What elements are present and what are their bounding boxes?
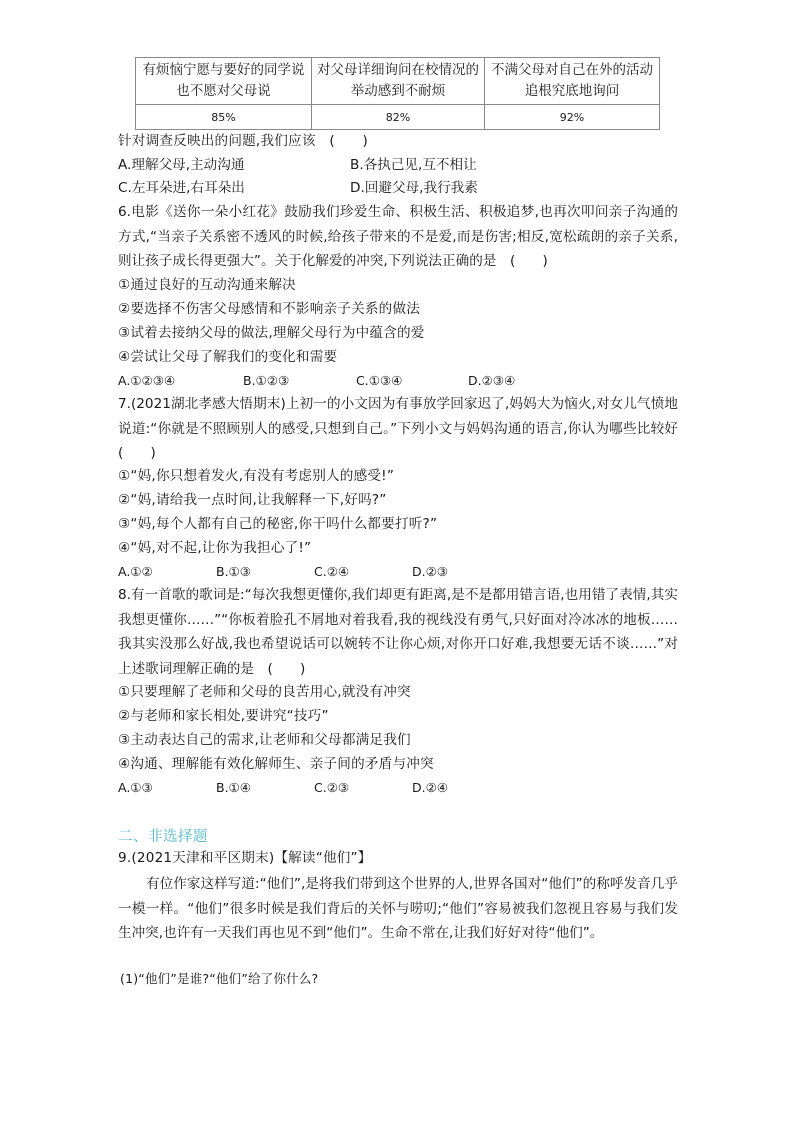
option-a: A.理解父母,主动沟通	[118, 157, 245, 173]
list-item: ②与老师和家长相处,要讲究“技巧”	[118, 708, 329, 724]
option-c: C.②③	[314, 780, 350, 795]
table-header-cell: 不满父母对自己在外的活动追根究底地询问	[485, 58, 660, 105]
table-header-cell: 对父母详细询问在校情况的举动感到不耐烦	[312, 58, 485, 105]
table-cell: 85%	[136, 105, 312, 130]
list-item: ③主动表达自己的需求,让老师和父母都满足我们	[118, 732, 411, 748]
option-c: C.左耳朵进,右耳朵出	[118, 180, 245, 196]
table-cell: 82%	[312, 105, 485, 130]
option-b: B.各执己见,互不相让	[350, 157, 477, 173]
question-stem: 8.有一首歌的歌词是:“每次我想更懂你,我们却更有距离,是不是都用错言语,也用错了表情,其实我想更懂你……”“你板着脸孔不屑地对着我看,我的视线没有勇气,只好面对冷冰冰的地板……我其实没那么好战,我也希望说话可以婉转不让你心烦,对你开口好难,我想要无话不谈……”对上述歌词理解正确的是 ( )	[118, 587, 678, 677]
question-stem: 针对调查反映出的问题,我们应该 ( )	[118, 133, 369, 149]
option-b: B.①②③	[243, 373, 290, 388]
option-b: B.①④	[216, 780, 251, 795]
option-b: B.①③	[216, 564, 251, 579]
survey-table	[135, 57, 660, 130]
list-item: ②要选择不伤害父母感情和不影响亲子关系的做法	[118, 301, 421, 317]
option-d: D.回避父母,我行我素	[350, 180, 478, 196]
list-item: ②“妈,请给我一点时间,让我解释一下,好吗?”	[118, 492, 387, 508]
section-heading: 二、非选择题	[118, 829, 208, 845]
option-a: A.①②③④	[118, 373, 176, 388]
option-a: A.①②	[118, 564, 153, 579]
option-d: D.②③④	[468, 373, 516, 388]
option-d: D.②④	[412, 780, 449, 795]
option-c: C.②④	[314, 564, 350, 579]
sub-question: (1)“他们”是谁?“他们”给了你什么?	[120, 971, 319, 986]
list-item: ④“妈,对不起,让你为我担心了!”	[118, 540, 312, 556]
table-cell: 92%	[485, 105, 660, 130]
option-c: C.①③④	[356, 373, 403, 388]
question-title: 9.(2021天津和平区期末)【解读“他们”】	[118, 850, 372, 866]
list-item: ④尝试让父母了解我们的变化和需要	[118, 349, 338, 365]
question-stem: 7.(2021湖北孝感大悟期末)上初一的小文因为有事放学回家迟了,妈妈大为恼火,对女儿气愤地说道:“你就是不照顾别人的感受,只想到自己。”下列小文与妈妈沟通的语言,你认为哪些比较好 ( )	[118, 396, 692, 461]
option-a: A.①③	[118, 780, 153, 795]
passage-text: 有位作家这样写道:“他们”,是将我们带到这个世界的人,世界各国对“他们”的称呼发音几乎一模一样。“他们”很多时候是我们背后的关怀与唠叨;“他们”容易被我们忽视且容易与我们发生冲突,也许有一天我们再也见不到“他们”。生命不常在,让我们好好对待“他们”。	[118, 876, 678, 941]
table-row	[136, 105, 660, 130]
list-item: ③“妈,每个人都有自己的秘密,你干吗什么都要打听?”	[118, 516, 438, 532]
list-item: ③试着去接纳父母的做法,理解父母行为中蕴含的爱	[118, 325, 425, 341]
list-item: ①“妈,你只想着发火,有没有考虑别人的感受!”	[118, 468, 395, 484]
table-header-cell: 有烦恼宁愿与要好的同学说也不愿对父母说	[136, 58, 312, 105]
table-header-row	[136, 58, 660, 105]
list-item: ①只要理解了老师和父母的良苦用心,就没有冲突	[118, 684, 411, 700]
list-item: ④沟通、理解能有效化解师生、亲子间的矛盾与冲突	[118, 756, 434, 772]
list-item: ①通过良好的互动沟通来解决	[118, 277, 296, 293]
option-d: D.②③	[412, 564, 449, 579]
question-stem: 6.电影《送你一朵小红花》鼓励我们珍爱生命、积极生活、积极追梦,也再次叩问亲子沟通的方式,“当亲子关系密不透风的时候,给孩子带来的不是爱,而是伤害;相反,宽松疏朗的亲子关系,则让孩子成长得更强大”。关于化解爱的冲突,下列说法正确的是 ( )	[118, 204, 678, 269]
